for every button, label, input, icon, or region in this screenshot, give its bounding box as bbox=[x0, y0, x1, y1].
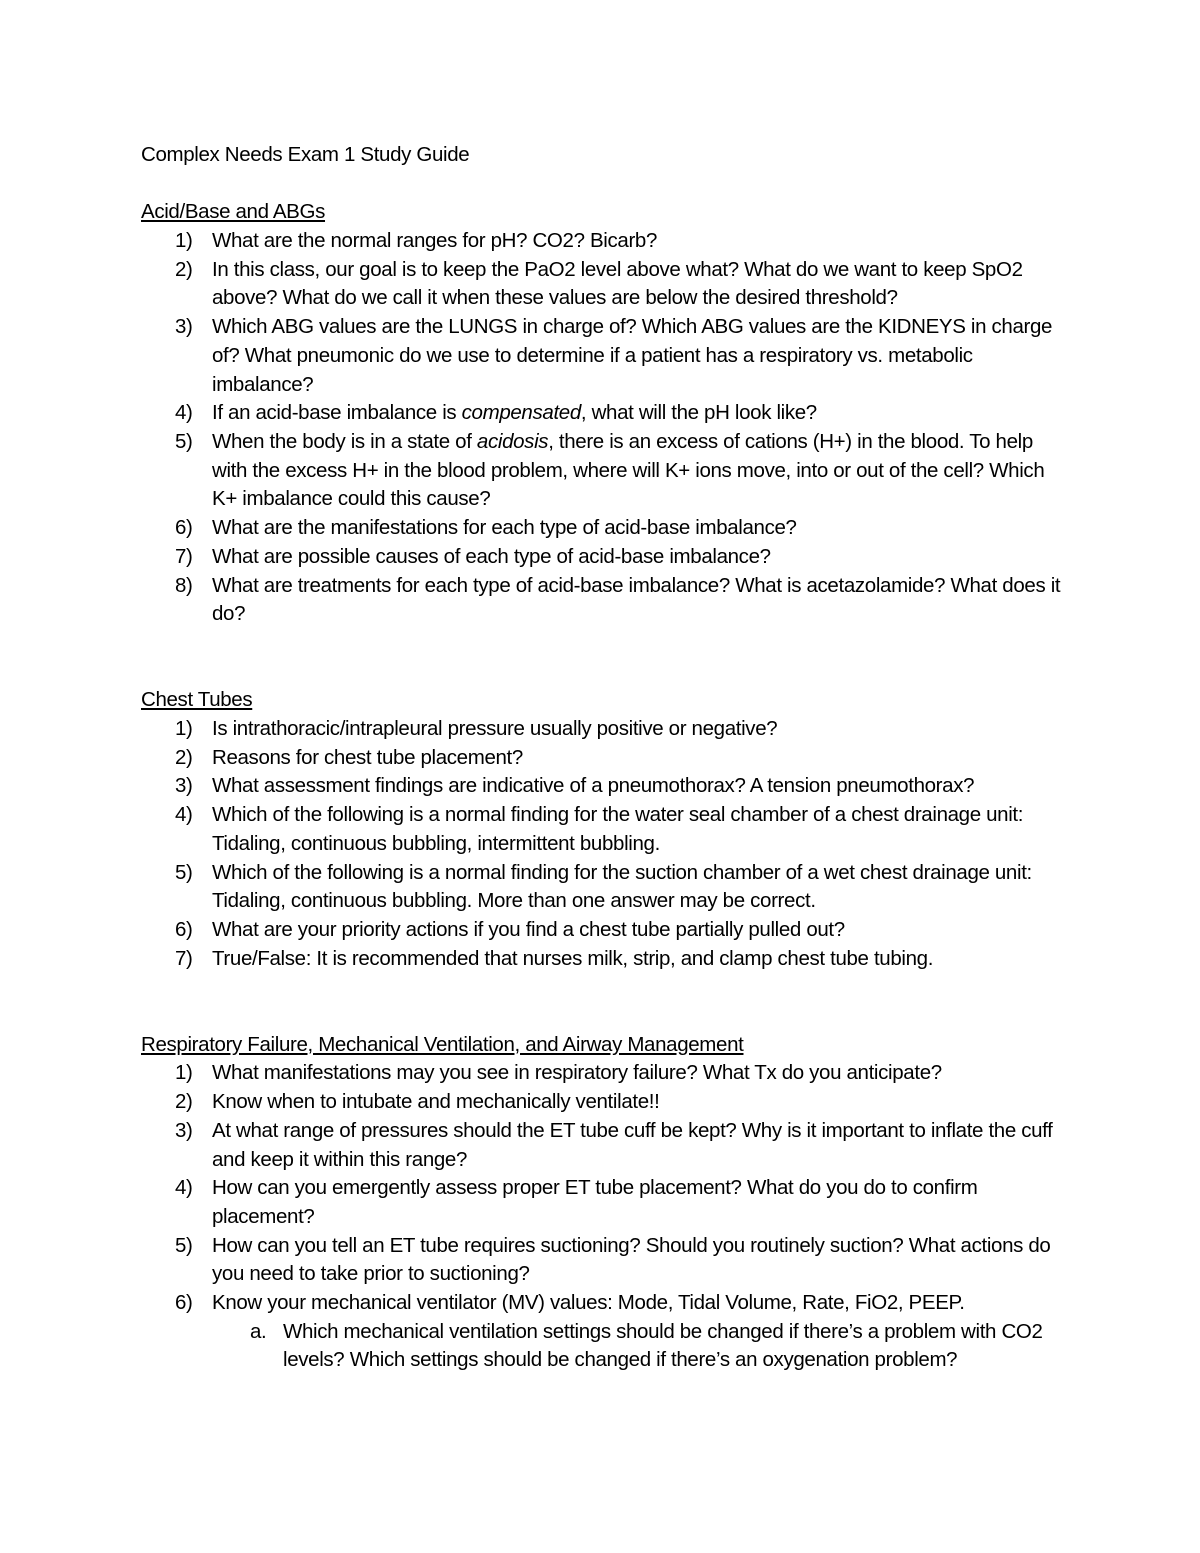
item-number: 3) bbox=[175, 1118, 193, 1142]
item-number: 6) bbox=[175, 516, 193, 540]
item-text: In this class, our goal is to keep the PaO2 level above what? What do we want to keep SpO2 above? What do we call it when these values are below the desired threshold? bbox=[212, 257, 1023, 310]
list-item bbox=[141, 945, 1061, 974]
item-number: 3) bbox=[175, 774, 193, 798]
item-text-post: , there is an excess of cations (H+) in the blood. To help with the excess H+ in the blood problem, where will K+ ions move, into or out of the cell? Which K+ imbalance could this cause? bbox=[212, 429, 1045, 511]
list-item bbox=[141, 715, 1061, 744]
document-title: Complex Needs Exam 1 Study Guide bbox=[141, 143, 470, 166]
item-text: What are possible causes of each type of acid-base imbalance? bbox=[212, 544, 771, 568]
list-item bbox=[141, 916, 1061, 945]
section-heading-respiratory-failure: Respiratory Failure, Mechanical Ventilation, and Airway Management bbox=[141, 1032, 744, 1056]
chest-tubes-question-list bbox=[141, 715, 1061, 973]
item-text: What are your priority actions if you find a chest tube partially pulled out? bbox=[212, 917, 845, 941]
item-text: True/False: It is recommended that nurses milk, strip, and clamp chest tube tubing. bbox=[212, 946, 934, 970]
list-item bbox=[141, 543, 1061, 572]
section-heading-acid-base: Acid/Base and ABGs bbox=[141, 200, 326, 224]
list-subitem bbox=[141, 1318, 1061, 1375]
list-item bbox=[141, 1174, 1061, 1231]
item-text: Which ABG values are the LUNGS in charge of? Which ABG values are the KIDNEYS in charge of? What pneumonic do we use to determine if a patient has a respiratory vs. metabolic imbalance? bbox=[212, 315, 1053, 396]
item-number: 7) bbox=[175, 946, 193, 970]
item-number: 5) bbox=[175, 429, 193, 453]
list-item bbox=[141, 1088, 1061, 1117]
item-text-pre: If an acid-base imbalance is bbox=[212, 401, 462, 425]
list-item bbox=[141, 399, 1061, 428]
item-number: 4) bbox=[175, 401, 193, 425]
list-item bbox=[141, 859, 1061, 916]
item-number: 6) bbox=[175, 1291, 193, 1315]
item-text: What assessment findings are indicative of a pneumothorax? A tension pneumothorax? bbox=[212, 774, 975, 798]
respiratory-question-list bbox=[141, 1059, 1061, 1375]
list-item bbox=[141, 428, 1061, 514]
item-text-pre: When the body is in a state of bbox=[212, 429, 477, 453]
item-number: 5) bbox=[175, 1233, 193, 1257]
subitem-letter: a. bbox=[250, 1319, 267, 1343]
item-number: 3) bbox=[175, 315, 193, 339]
item-text: Which of the following is a normal finding for the water seal chamber of a chest drainage unit: Tidaling, continuous bubbling, intermittent bubbling. bbox=[212, 803, 1024, 855]
document-body bbox=[141, 141, 1061, 1375]
list-item bbox=[141, 1232, 1061, 1289]
item-number: 5) bbox=[175, 860, 193, 884]
item-text: At what range of pressures should the ET tube cuff be kept? Why is it important to inflate the cuff and keep it within this range? bbox=[212, 1118, 1053, 1171]
list-item bbox=[141, 1289, 1061, 1318]
list-item bbox=[141, 801, 1061, 858]
list-item bbox=[141, 1059, 1061, 1088]
item-text: How can you tell an ET tube requires suctioning? Should you routinely suction? What actions do you need to take prior to suctioning? bbox=[212, 1233, 1051, 1286]
item-number: 1) bbox=[175, 1061, 193, 1085]
list-item bbox=[141, 256, 1061, 313]
item-number: 4) bbox=[175, 803, 193, 827]
item-number: 2) bbox=[175, 257, 193, 281]
item-text: How can you emergently assess proper ET tube placement? What do you do to confirm placement? bbox=[212, 1176, 978, 1228]
item-text: What are treatments for each type of acid-base imbalance? What is acetazolamide? What does it do? bbox=[212, 573, 1061, 626]
spacer bbox=[141, 973, 1061, 1030]
item-text: What manifestations may you see in respiratory failure? What Tx do you anticipate? bbox=[212, 1061, 942, 1085]
item-number: 8) bbox=[175, 573, 193, 597]
section-heading-chest-tubes: Chest Tubes bbox=[141, 688, 253, 712]
item-number: 7) bbox=[175, 544, 193, 568]
item-text-emphasis: compensated bbox=[461, 401, 581, 425]
item-text: Which of the following is a normal finding for the suction chamber of a wet chest drainage unit: Tidaling, continuous bubbling. More than one answer may be correct. bbox=[212, 860, 1032, 913]
item-text: Is intrathoracic/intrapleural pressure usually positive or negative? bbox=[212, 716, 778, 740]
list-item bbox=[141, 744, 1061, 773]
item-number: 1) bbox=[175, 229, 193, 253]
item-text: Know your mechanical ventilator (MV) values: Mode, Tidal Volume, Rate, FiO2, PEEP. bbox=[212, 1291, 965, 1315]
item-text: What are the normal ranges for pH? CO2? Bicarb? bbox=[212, 229, 658, 253]
item-text: Know when to intubate and mechanically ventilate!! bbox=[212, 1090, 660, 1114]
acid-base-question-list bbox=[141, 227, 1061, 629]
item-number: 1) bbox=[175, 716, 193, 740]
list-item bbox=[141, 514, 1061, 543]
item-number: 6) bbox=[175, 917, 193, 941]
item-number: 2) bbox=[175, 1090, 193, 1114]
spacer bbox=[141, 629, 1061, 686]
item-text-emphasis: acidosis bbox=[476, 429, 549, 453]
list-item bbox=[141, 227, 1061, 256]
list-item bbox=[141, 572, 1061, 629]
item-text: Reasons for chest tube placement? bbox=[212, 745, 523, 769]
subitem-text: Which mechanical ventilation settings should be changed if there’s a problem with CO2 levels? Which settings should be changed if there’s an oxygenation problem? bbox=[283, 1319, 1043, 1372]
item-number: 2) bbox=[175, 745, 193, 769]
item-number: 4) bbox=[175, 1176, 193, 1200]
spacer bbox=[141, 170, 1061, 199]
list-item bbox=[141, 772, 1061, 801]
item-text: What are the manifestations for each type of acid-base imbalance? bbox=[212, 516, 797, 540]
list-item bbox=[141, 313, 1061, 399]
item-text-post: , what will the pH look like? bbox=[580, 401, 817, 425]
list-item bbox=[141, 1117, 1061, 1174]
